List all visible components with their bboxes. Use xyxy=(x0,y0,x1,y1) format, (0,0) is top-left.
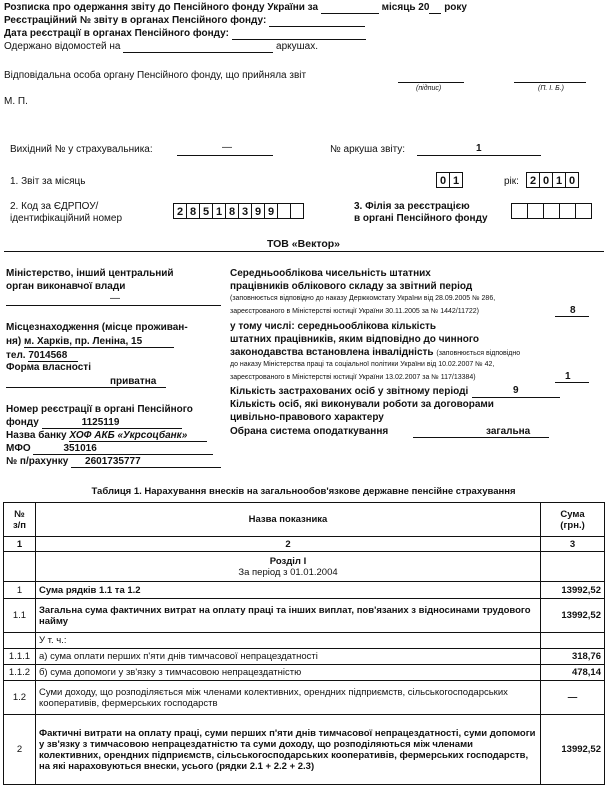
avg-headcount-label-1: Середньооблікова чисельність штатних xyxy=(230,268,431,279)
edrpou-digit xyxy=(277,203,291,219)
header-sum xyxy=(541,503,605,537)
avg-headcount-note-1: (заповнюється відповідно до наказу Держкомстату України від 28.09.2005 № 286, xyxy=(230,295,496,302)
row-sum: — xyxy=(541,681,605,715)
receipt-reg-no xyxy=(4,15,365,27)
disabled-note-3: зареєстрованого в Міністерстві юстиції України 13.02.2007 за № 117/13384) xyxy=(230,374,476,381)
phone-value: 7014568 xyxy=(28,350,78,362)
receipt-year-label: року xyxy=(444,2,467,13)
row-name: Суми доходу, що розподіляється між членами колективних, орендних підприємств, сільськогосподарських кооперативів, фермерських господарств xyxy=(35,681,540,715)
header-num xyxy=(4,503,36,537)
edrpou-digit: 1 xyxy=(212,203,226,219)
section-sum-cell xyxy=(541,552,605,582)
ownership-value: приватна xyxy=(110,376,157,387)
location-label-2: ня) xyxy=(6,336,22,347)
insured-label: Кількість застрахованих осіб у звітному періоді xyxy=(230,386,469,397)
tax-system-line xyxy=(413,437,549,438)
outgoing-number-label: Вихідний № у страхувальника: xyxy=(10,144,153,155)
tax-system-label: Обрана система оподаткування xyxy=(230,426,389,437)
edrpou-digit: 2 xyxy=(173,203,187,219)
branch-cell xyxy=(559,203,576,219)
index-col-3: 3 xyxy=(541,537,605,552)
edrpou-digit: 9 xyxy=(251,203,265,219)
edrpou-digit: 5 xyxy=(199,203,213,219)
contract-label-1: Кількість осіб, які виконували роботи за договорами xyxy=(230,399,494,410)
outgoing-number-value: — xyxy=(222,142,232,153)
receipt-received-suffix: аркушах. xyxy=(276,41,319,52)
row-sum: 13992,52 xyxy=(541,599,605,633)
branch-cell xyxy=(511,203,528,219)
table-row xyxy=(4,665,605,681)
contract-label-2: цивільно-правового характеру xyxy=(230,412,384,423)
contributions-table xyxy=(3,502,605,785)
receipt-title: Розписка про одержання звіту до Пенсійного фонду України за xyxy=(4,2,319,13)
table-header-row xyxy=(4,503,605,537)
header-sum-line-2: (грн.) xyxy=(560,519,585,531)
disabled-label-1: у тому числі: середньооблікова кількість xyxy=(230,321,437,332)
year-digit: 2 xyxy=(526,172,540,188)
receipt-reg-date-blank xyxy=(232,28,366,40)
report-month-label: 1. Звіт за місяць xyxy=(10,176,86,187)
year-digit: 0 xyxy=(565,172,579,188)
ministry-line xyxy=(6,305,221,306)
row-name: а) сума оплати перших п'яти днів тимчасової непрацездатності xyxy=(35,649,540,665)
account-value: 2601735777 xyxy=(71,456,221,468)
edrpou-digit: 9 xyxy=(264,203,278,219)
sheet-number-label: № аркуша звіту: xyxy=(330,144,406,155)
edrpou-digit: 8 xyxy=(186,203,200,219)
section-title-cell xyxy=(35,552,540,582)
section-row xyxy=(4,552,605,582)
receipt-received-label: Одержано відомостей на xyxy=(4,41,121,52)
table-row xyxy=(4,649,605,665)
table-row xyxy=(4,582,605,599)
report-year-label: рік: xyxy=(504,176,519,187)
row-sum: 13992,52 xyxy=(541,715,605,785)
row-num: 2 xyxy=(4,715,36,785)
branch-cell xyxy=(575,203,592,219)
edrpou-digit: 3 xyxy=(238,203,252,219)
receipt-reg-no-label: Реєстраційний № звіту в органах Пенсійного фонду: xyxy=(4,15,267,26)
section-period: За період з 01.01.2004 xyxy=(238,566,338,578)
table-row xyxy=(4,599,605,633)
month-digit: 0 xyxy=(436,172,450,188)
row-sum: 13992,52 xyxy=(541,582,605,599)
avg-headcount-line xyxy=(555,316,589,317)
mfo-line xyxy=(6,443,213,455)
report-year-cells xyxy=(527,172,579,188)
insured-line xyxy=(472,397,560,398)
disabled-line xyxy=(555,382,589,383)
tax-system-value: загальна xyxy=(486,426,531,437)
branch-label-1: 3. Філія за реєстрацією xyxy=(354,201,470,212)
report-month-cells xyxy=(437,172,463,188)
row-num: 1.2 xyxy=(4,681,36,715)
mfo-value: 351016 xyxy=(33,443,213,455)
branch-cells xyxy=(512,203,592,219)
row-name: У т. ч.: xyxy=(35,633,540,649)
outgoing-number-line xyxy=(177,155,273,156)
receipt-month-blank xyxy=(321,2,379,14)
disabled-note-2: до наказу Міністерства праці та соціальної політики України від 10.02.2007 № 42, xyxy=(230,361,495,368)
edrpou-label-1: 2. Код за ЄДРПОУ/ xyxy=(10,201,99,212)
location-value: м. Харків, пр. Леніна, 15 xyxy=(24,336,174,348)
branch-label-2: в органі Пенсійного фонду xyxy=(354,213,488,224)
branch-cell xyxy=(543,203,560,219)
row-num xyxy=(4,633,36,649)
header-name: Назва показника xyxy=(35,503,540,537)
branch-cell xyxy=(527,203,544,219)
row-num: 1.1.1 xyxy=(4,649,36,665)
sheet-number-line xyxy=(417,155,541,156)
bank-line xyxy=(6,430,207,442)
location-label-1: Місцезнаходження (місце проживан- xyxy=(6,322,188,333)
mfo-label: МФО xyxy=(6,443,31,454)
company-line xyxy=(4,251,604,252)
table-row xyxy=(4,715,605,785)
receipt-reg-date xyxy=(4,28,366,40)
location-line-2 xyxy=(6,336,174,348)
row-sum xyxy=(541,633,605,649)
ministry-label-1: Міністерство, інший центральний xyxy=(6,268,174,279)
insured-value: 9 xyxy=(513,385,519,396)
phone-label: тел. xyxy=(6,350,26,361)
account-label: № п/рахунку xyxy=(6,456,69,467)
section-title: Розділ I xyxy=(269,555,307,567)
phone-line xyxy=(6,350,78,362)
row-name: Сума рядків 1.1 та 1.2 xyxy=(35,582,540,599)
row-num: 1.1.2 xyxy=(4,665,36,681)
row-sum: 478,14 xyxy=(541,665,605,681)
month-digit: 1 xyxy=(449,172,463,188)
edrpou-digit: 8 xyxy=(225,203,239,219)
bank-label: Назва банку xyxy=(6,430,67,441)
avg-headcount-value: 8 xyxy=(570,305,576,316)
table-row xyxy=(4,633,605,649)
pf-reg-label-2: фонду xyxy=(6,417,39,428)
disabled-label-3: законодавства встановлена інвалідність xyxy=(230,347,434,358)
disabled-label-2: штатних працівників, яким відповідно до чинного xyxy=(230,334,479,345)
header-num-line-2: з/п xyxy=(12,519,27,531)
pf-reg-label-1: Номер реєстрації в органі Пенсійного xyxy=(6,404,193,415)
receipt-year-blank xyxy=(429,2,441,14)
edrpou-digit xyxy=(290,203,304,219)
row-sum: 318,76 xyxy=(541,649,605,665)
table-caption: Таблиця 1. Нарахування внесків на загальнообов'язкове державне пенсійне страхування xyxy=(91,486,516,497)
disabled-line-3 xyxy=(230,347,520,358)
ministry-label-2: орган виконавчої влади xyxy=(6,281,126,292)
stamp-label: М. П. xyxy=(4,96,28,107)
name-line xyxy=(514,82,586,83)
row-name: Загальна сума фактичних витрат на оплату праці та інших виплат, пов'язаних з відносинами трудового найму xyxy=(35,599,540,633)
receipt-received-blank xyxy=(123,41,273,53)
avg-headcount-label-2: працівників облікового складу за звітний період xyxy=(230,281,473,292)
pf-reg-value: 1125119 xyxy=(42,417,182,429)
receipt-month-label: місяць 20 xyxy=(381,2,430,13)
index-col-1: 1 xyxy=(4,537,36,552)
header-num-line-1: № xyxy=(14,508,25,520)
company-name: ТОВ «Вектор» xyxy=(266,238,340,250)
signature-caption: (підпис) xyxy=(416,85,442,92)
signature-line xyxy=(398,82,464,83)
receipt-reg-date-label: Дата реєстрації в органах Пенсійного фонду: xyxy=(4,28,229,39)
name-caption: (П. І. Б.) xyxy=(538,85,564,92)
receipt-line-1 xyxy=(4,2,467,14)
row-num: 1 xyxy=(4,582,36,599)
avg-headcount-note-2: зареєстрованого в Міністерстві юстиції України 30.11.2005 за № 1442/11722) xyxy=(230,308,480,315)
disabled-value: 1 xyxy=(565,371,571,382)
edrpou-cells xyxy=(174,203,304,219)
header-sum-line-1: Сума xyxy=(560,508,585,520)
table-index-row xyxy=(4,537,605,552)
table-row xyxy=(4,681,605,715)
edrpou-label-2: ідентифікаційний номер xyxy=(10,213,123,224)
receipt-responsible: Відповідальна особа органу Пенсійного фонду, що прийняла звіт xyxy=(4,70,307,81)
year-digit: 1 xyxy=(552,172,566,188)
section-empty-cell xyxy=(4,552,36,582)
ministry-value: — xyxy=(110,293,120,304)
receipt-received xyxy=(4,41,318,53)
row-name: б) сума допомоги у зв'язку з тимчасовою непрацездатністю xyxy=(35,665,540,681)
row-num: 1.1 xyxy=(4,599,36,633)
sheet-number-value: 1 xyxy=(476,143,482,154)
pf-reg-line-2 xyxy=(6,417,182,429)
receipt-reg-no-blank xyxy=(269,15,365,27)
year-digit: 0 xyxy=(539,172,553,188)
ownership-line xyxy=(6,387,166,388)
ownership-label: Форма власності xyxy=(6,362,91,373)
row-name: Фактичні витрати на оплату праці, суми перших п'яти днів тимчасової непрацездатності, суми допомоги у зв'язку з тимчасовою непрацездатністю та суми доходу, що розподіляються між членами колективних, орендних підприємств, сільськогосподарських кооперативів, фермерських господарств, на які нараховуються внески, усього (рядки 2.1 + 2.2 + 2.3) xyxy=(35,715,540,785)
index-col-2: 2 xyxy=(35,537,540,552)
disabled-note-1: (заповнюється відповідно xyxy=(436,350,521,357)
bank-value: ХОФ АКБ «Укрсоцбанк» xyxy=(69,430,207,442)
account-line xyxy=(6,456,221,468)
